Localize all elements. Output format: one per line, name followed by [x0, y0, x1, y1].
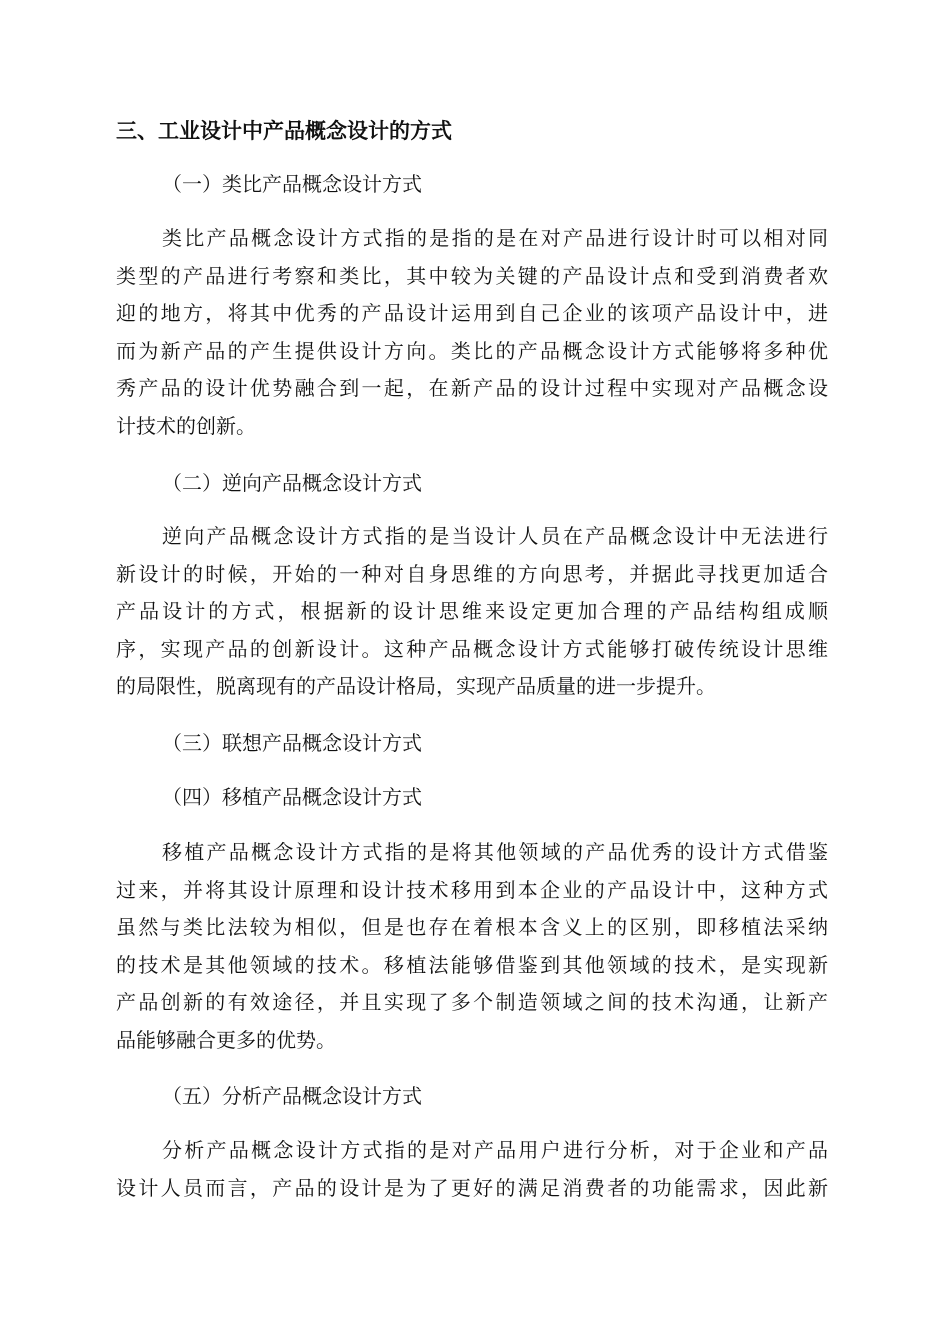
paragraph-line: 类型的产品进行考察和类比，其中较为关键的产品设计点和受到消费者欢: [116, 263, 828, 288]
paragraph-reverse: [116, 518, 828, 706]
paragraph-line: 移植产品概念设计方式指的是将其他领域的产品优秀的设计方式借鉴: [162, 840, 828, 864]
paragraph-analysis: [116, 1132, 828, 1207]
paragraph-line: 的技术是其他领域的技术。移植法能够借鉴到其他领域的技术，是实现新: [116, 952, 828, 977]
subsection-heading-reverse: （二）逆向产品概念设计方式: [162, 471, 422, 495]
paragraph-line: 分析产品概念设计方式指的是对产品用户进行分析，对于企业和产品: [162, 1138, 828, 1162]
paragraph-line: 而为新产品的产生提供设计方向。类比的产品概念设计方式能够将多种优: [116, 338, 828, 363]
paragraph-line: 序，实现产品的创新设计。这种产品概念设计方式能够打破传统设计思维: [116, 636, 828, 661]
paragraph-line: 品能够融合更多的优势。: [116, 1027, 336, 1052]
subsection-heading-analogy: （一）类比产品概念设计方式: [162, 172, 422, 196]
subsection-heading-association: （三）联想产品概念设计方式: [162, 731, 422, 755]
paragraph-line: 类比产品概念设计方式指的是指的是在对产品进行设计时可以相对同: [162, 226, 828, 250]
paragraph-line: 设计人员而言，产品的设计是为了更好的满足消费者的功能需求，因此新: [116, 1175, 828, 1200]
paragraph-line: 逆向产品概念设计方式指的是当设计人员在产品概念设计中无法进行: [162, 524, 828, 548]
paragraph-line: 产品设计的方式，根据新的设计思维来设定更加合理的产品结构组成顺: [116, 599, 828, 624]
subsection-heading-analysis: （五）分析产品概念设计方式: [162, 1084, 422, 1108]
subsection-heading-transplant: （四）移植产品概念设计方式: [162, 785, 422, 809]
paragraph-line: 的局限性，脱离现有的产品设计格局，实现产品质量的进一步提升。: [116, 674, 716, 699]
section-title: 三、工业设计中产品概念设计的方式: [116, 118, 452, 143]
paragraph-transplant: [116, 834, 828, 1060]
paragraph-line: 过来，并将其设计原理和设计技术移用到本企业的产品设计中，这种方式: [116, 877, 828, 902]
paragraph-line: 产品创新的有效途径，并且实现了多个制造领域之间的技术沟通，让新产: [116, 990, 828, 1015]
paragraph-analogy: [116, 220, 828, 446]
paragraph-line: 虽然与类比法较为相似，但是也存在着根本含义上的区别，即移植法采纳: [116, 915, 828, 940]
paragraph-line: 计技术的创新。: [116, 413, 256, 438]
paragraph-line: 新设计的时候，开始的一种对自身思维的方向思考，并据此寻找更加适合: [116, 561, 828, 586]
paragraph-line: 迎的地方，将其中优秀的产品设计运用到自己企业的该项产品设计中，进: [116, 301, 828, 326]
paragraph-line: 秀产品的设计优势融合到一起，在新产品的设计过程中实现对产品概念设: [116, 376, 828, 401]
